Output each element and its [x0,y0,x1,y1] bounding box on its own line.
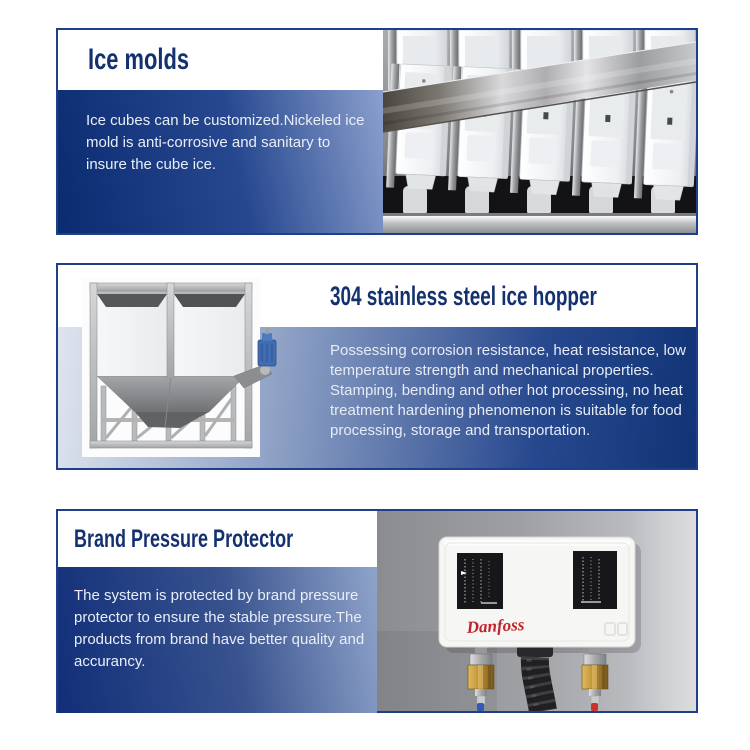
ice-hopper-illustration [82,278,292,457]
left-scale-label [457,553,503,609]
ice-hopper-photo [82,278,292,457]
ice-molds-text-panel [58,90,383,233]
ice-hopper-body-text: Possessing corrosion resistance, heat resistance, low temperature strength and mechanical properties. Stamping, bending and other hot processing, no heat treatment hardening phenomenon is suitable for food processing, storage and transportation. [330,342,687,439]
ice-molds-body-text: Ice cubes can be customized.Nickeled ice mold is anti-corrosive and sanitary to insure the cube ice. [86,112,365,173]
pressure-protector-body-text: The system is protected by brand pressure protector to ensure the stable pressure.The products from brand have better quality and accurancy. [74,587,365,670]
red-hose [591,703,598,711]
pressure-protector-title: Brand Pressure Protector [74,524,294,553]
ice-hopper-title: 304 stainless steel ice hopper [330,281,597,311]
pressure-protector-photo [377,511,696,711]
section-pressure-protector [56,509,698,713]
ice-molds-title-box [58,30,383,90]
section-ice-molds [56,28,698,235]
danfoss-brand-logo: Danfoss [466,615,525,637]
blue-hose [477,703,484,711]
pressure-protector-illustration [377,511,696,711]
pressure-protector-text-panel [58,567,377,713]
shelf-lip [383,213,696,216]
section-ice-hopper [56,263,698,470]
ice-molds-title: Ice molds [88,43,190,76]
right-scale-label [573,551,617,609]
ice-molds-illustration [383,30,696,233]
steel-shelf [383,216,696,233]
ice-molds-photo [383,30,696,233]
device-box [439,537,635,647]
pressure-protector-title-box [58,511,377,567]
